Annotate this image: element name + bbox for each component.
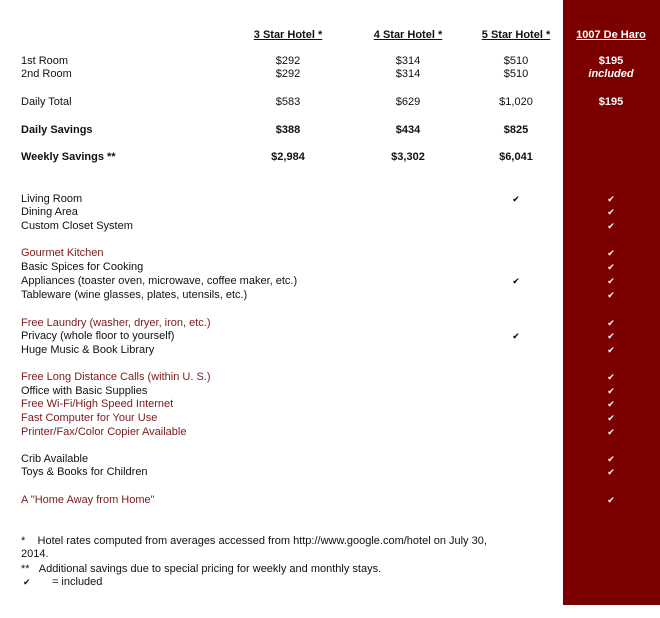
- de-haro-check-icon: ✔: [607, 262, 615, 272]
- de-haro-check-icon: ✔: [607, 372, 615, 382]
- rate-3-star-room2: $292: [275, 68, 301, 80]
- feature-label: Gourmet Kitchen: [21, 247, 104, 259]
- header-4-star: 4 Star Hotel *: [373, 29, 443, 41]
- de-haro-highlight-column: [563, 0, 660, 605]
- weekly-savings-5-star: $6,041: [499, 151, 533, 163]
- feature-label: Tableware (wine glasses, plates, utensils, etc.): [21, 289, 248, 301]
- daily-savings-3-star: $388: [275, 124, 301, 136]
- de-haro-check-icon: ✔: [607, 290, 615, 300]
- de-haro-check-icon: ✔: [607, 248, 615, 258]
- de-haro-check-icon: ✔: [607, 454, 615, 464]
- de-haro-check-icon: ✔: [607, 194, 615, 204]
- row-label-room2: 2nd Room: [21, 68, 72, 80]
- de-haro-check-icon: ✔: [607, 221, 615, 231]
- rate-3-star-room1: $292: [275, 55, 301, 67]
- daily-savings-4-star: $434: [395, 124, 421, 136]
- feature-label: Dining Area: [21, 206, 78, 218]
- daily-total-3-star: $583: [275, 96, 301, 108]
- footnote-2-text: Additional savings due to special pricing for weekly and monthly stays.: [38, 563, 382, 575]
- weekly-savings-3-star: $2,984: [271, 151, 305, 163]
- daily-total-5-star: $1,020: [499, 96, 533, 108]
- feature-label: Free Laundry (washer, dryer, iron, etc.): [21, 317, 211, 329]
- feature-label: Printer/Fax/Color Copier Available: [21, 426, 187, 438]
- daily-total-4-star: $629: [395, 96, 421, 108]
- feature-label: Living Room: [21, 193, 83, 205]
- feature-label: Free Long Distance Calls (within U. S.): [21, 371, 211, 383]
- footnote-3-text: = included: [51, 576, 103, 588]
- row-label-room1: 1st Room: [21, 55, 69, 67]
- rate-de-haro-room2: included: [588, 68, 634, 80]
- rate-5-star-room2: $510: [503, 68, 529, 80]
- footnote-1-marker: *: [21, 535, 26, 547]
- feature-label: Appliances (toaster oven, microwave, coffee maker, etc.): [21, 275, 298, 287]
- feature-label: Huge Music & Book Library: [21, 344, 155, 356]
- feature-label: Crib Available: [21, 453, 89, 465]
- de-haro-check-icon: ✔: [607, 345, 615, 355]
- footnote-1-continued: 2014.: [21, 548, 49, 560]
- weekly-savings-4-star: $3,302: [391, 151, 425, 163]
- de-haro-check-icon: ✔: [607, 413, 615, 423]
- de-haro-check-icon: ✔: [607, 495, 615, 505]
- row-label-weekly-savings: Weekly Savings **: [21, 151, 116, 163]
- rate-de-haro-room1: $195: [598, 55, 624, 67]
- de-haro-check-icon: ✔: [607, 276, 615, 286]
- de-haro-check-icon: ✔: [607, 207, 615, 217]
- header-5-star: 5 Star Hotel *: [481, 29, 551, 41]
- footnote-2: [21, 563, 381, 576]
- de-haro-check-icon: ✔: [607, 318, 615, 328]
- row-label-daily-savings: Daily Savings: [21, 124, 93, 136]
- feature-label: Office with Basic Supplies: [21, 385, 148, 397]
- footnote-1: [21, 535, 487, 548]
- five-star-check-icon: ✔: [512, 276, 520, 286]
- de-haro-check-icon: ✔: [607, 427, 615, 437]
- header-3-star: 3 Star Hotel *: [253, 29, 323, 41]
- de-haro-check-icon: ✔: [607, 331, 615, 341]
- daily-savings-5-star: $825: [503, 124, 529, 136]
- de-haro-check-icon: ✔: [607, 467, 615, 477]
- de-haro-check-icon: ✔: [607, 399, 615, 409]
- check-icon: ✔: [23, 577, 31, 587]
- rate-5-star-room1: $510: [503, 55, 529, 67]
- de-haro-check-icon: ✔: [607, 386, 615, 396]
- feature-label: Custom Closet System: [21, 220, 133, 232]
- feature-label: Fast Computer for Your Use: [21, 412, 158, 424]
- five-star-check-icon: ✔: [512, 194, 520, 204]
- footnote-2-marker: **: [21, 563, 30, 575]
- footnote-3: [21, 576, 102, 589]
- five-star-check-icon: ✔: [512, 331, 520, 341]
- rate-4-star-room1: $314: [395, 55, 421, 67]
- header-de-haro: 1007 De Haro: [576, 29, 646, 41]
- rate-4-star-room2: $314: [395, 68, 421, 80]
- footnote-1-text: Hotel rates computed from averages accessed from http://www.google.com/hotel on July 30,: [37, 535, 487, 547]
- feature-label: Free Wi-Fi/High Speed Internet: [21, 398, 174, 410]
- row-label-daily-total: Daily Total: [21, 96, 72, 108]
- feature-label: A "Home Away from Home": [21, 494, 155, 506]
- feature-label: Toys & Books for Children: [21, 466, 148, 478]
- feature-label: Basic Spices for Cooking: [21, 261, 144, 273]
- feature-label: Privacy (whole floor to yourself): [21, 330, 175, 342]
- daily-total-de-haro: $195: [598, 96, 624, 108]
